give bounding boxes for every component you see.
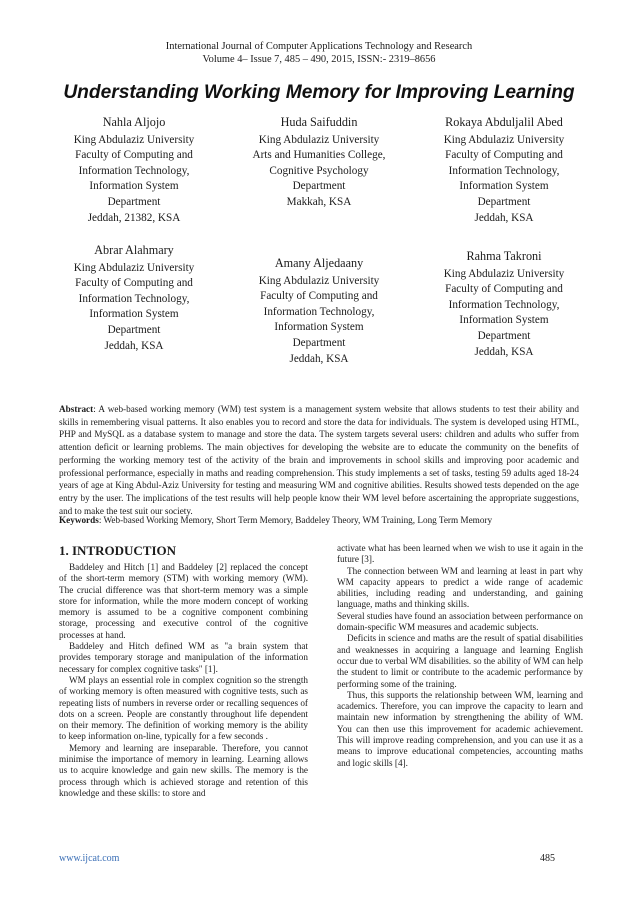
- journal-name: International Journal of Computer Applications Technology and Research: [165, 41, 473, 52]
- author-2: [221, 115, 417, 211]
- author-affiliation: Jeddah, KSA: [474, 345, 534, 358]
- author-affiliation: Department: [477, 329, 531, 342]
- paragraph: Baddeley and Hitch [1] and Baddeley [2] replaced the concept of the short-term memory (STM) with working memory (WM). The crucial difference was that short-term memory was a simple store for information, while the more modern concept of working memory is assumed to be a cognitive component combining storage, processing and executive control of the cognitive processes at hand.: [59, 562, 308, 640]
- section-heading: 1. INTRODUCTION: [59, 543, 177, 558]
- author-affiliation: Information System: [89, 308, 179, 321]
- author-affiliation: Department: [292, 180, 346, 193]
- paragraph: WM plays an essential role in complex cognition so the strength of working memory is often measured with cognitive tests, such as repeating lists of numbers in reverse order or recalling sequences of dots on a screen. People are constantly throughout life dependent on their memory. The definition of working memory is the ability to keep information on-line, typically for a few seconds .: [59, 674, 308, 742]
- author-name: Nahla Aljojo: [102, 115, 166, 129]
- author-affiliation: Faculty of Computing and: [260, 290, 378, 303]
- abstract-label: Abstract: [59, 404, 94, 414]
- author-affiliation: Information System: [89, 180, 179, 193]
- abstract-text: : A web-based working memory (WM) test system is a management system website that allows students to test their ability and skills in remembering visual patterns. It also enables you to record and store the data for individuals. The system is developed using HTML, PHP and MySQL as a database system to manage and store the data. The system targets several users: children and adults who suffer from attention deficit or learning problems. The main objectives for developing the website are to educate the community on the benefits of performing the working memory test of the activity of the brain and improvements in school skills and improving poor academic and professional performance, especially in maths and reading comprehension. This study implements a set of tasks, testing 59 adults aged 18-24 years of age at King Abdul-Aziz University for testing and measuring WM and cognitive abilities. Results showed tests depended on the age entry by the user. The implications of the test results will help people know their WM level before ascertaining the appropriate suggestions, and to make the test suit our society.: [59, 404, 579, 516]
- author-affiliation: Arts and Humanities College,: [252, 149, 386, 162]
- journal-volume: Volume 4– Issue 7, 485 – 490, 2015, ISSN:- 2319–8656: [202, 54, 436, 65]
- paragraph: Deficits in science and maths are the result of spatial disabilities and weaknesses in acquiring a language and learning English occur due to verbal WM disabilities. so the ability of WM can help the student to limit or contribute to the academic performance by performing some of the training.: [337, 633, 583, 689]
- author-5: [221, 256, 417, 367]
- paper-title: Understanding Working Memory for Improving Learning: [63, 82, 575, 103]
- paragraph: Memory and learning are inseparable. Therefore, you cannot minimise the importance of memory in learning. Learning allows us to acquire knowledge and gain new skills. The memory is the process through which is achieved storage and retention of this knowledge and these skills: to store and: [59, 742, 308, 798]
- author-affiliation: Information System: [459, 314, 549, 327]
- paragraph: Several studies have found an association between performance on domain-specific WM measures and academic subjects.: [337, 610, 583, 633]
- author-affiliation: Department: [107, 195, 161, 208]
- author-affiliation: Information Technology,: [263, 305, 375, 318]
- author-affiliation: Department: [107, 323, 161, 336]
- paragraph: Thus, this supports the relationship between WM, learning and academics. Therefore, you can improve the capacity to learn and maintain new information by strengthening the ability of WM. You can then use this improvement for academic achievement. This will improve reading comprehension, and you can use it as a means to improve educational competencies, accounting maths and logic skills [4].: [337, 689, 583, 768]
- keywords-label: Keywords: [59, 515, 99, 525]
- paragraph: activate what has been learned when we wish to use it again in the future [3].: [337, 543, 583, 565]
- author-affiliation: Faculty of Computing and: [445, 149, 563, 162]
- author-affiliation: Jeddah, KSA: [104, 339, 164, 352]
- author-name: Amany Aljedaany: [274, 256, 364, 270]
- abstract: [59, 403, 579, 517]
- author-affiliation: King Abdulaziz University: [73, 133, 195, 146]
- author-affiliation: King Abdulaziz University: [258, 274, 380, 287]
- author-affiliation: Makkah, KSA: [286, 195, 352, 208]
- author-affiliation: Faculty of Computing and: [445, 283, 563, 296]
- author-affiliation: Information System: [274, 321, 364, 334]
- author-4: [36, 243, 232, 354]
- page-number: 485: [540, 853, 555, 864]
- paragraph: The connection between WM and learning at least in part why WM capacity appears to predict a wide range of academic abilities, including reading and understanding, and gaining language, maths and thinking skills.: [337, 565, 583, 610]
- author-affiliation: King Abdulaziz University: [443, 133, 565, 146]
- author-affiliation: Jeddah, KSA: [289, 352, 349, 365]
- keywords: [59, 514, 579, 526]
- author-affiliation: Faculty of Computing and: [75, 149, 193, 162]
- author-affiliation: King Abdulaziz University: [443, 267, 565, 280]
- author-1: [36, 115, 232, 226]
- author-name: Abrar Alahmary: [94, 243, 174, 257]
- paragraph: Baddeley and Hitch defined WM as "a brain system that provides temporary storage and manipulation of the information necessary for complex cognitive tasks" [1].: [59, 641, 308, 674]
- author-3: [406, 115, 602, 226]
- author-affiliation: Jeddah, 21382, KSA: [87, 211, 181, 224]
- right-column: [337, 543, 583, 769]
- author-affiliation: Department: [292, 336, 346, 349]
- author-affiliation: Faculty of Computing and: [75, 277, 193, 290]
- author-name: Rokaya Abduljalil Abed: [445, 115, 563, 129]
- left-column: [59, 543, 308, 799]
- journal-header: [0, 40, 638, 66]
- journal-website-link[interactable]: www.ijcat.com: [59, 853, 120, 864]
- author-affiliation: Information Technology,: [78, 292, 190, 305]
- author-affiliation: Information System: [459, 180, 549, 193]
- keywords-text: : Web-based Working Memory, Short Term Memory, Baddeley Theory, WM Training, Long Term Memory: [98, 515, 493, 525]
- author-affiliation: King Abdulaziz University: [258, 133, 380, 146]
- author-affiliation: Jeddah, KSA: [474, 211, 534, 224]
- author-affiliation: King Abdulaziz University: [73, 261, 195, 274]
- author-affiliation: Cognitive Psychology: [269, 164, 369, 177]
- author-affiliation: Information Technology,: [448, 298, 560, 311]
- author-name: Huda Saifuddin: [280, 115, 358, 129]
- author-affiliation: Information Technology,: [448, 164, 560, 177]
- author-affiliation: Department: [477, 195, 531, 208]
- author-name: Rahma Takroni: [466, 249, 542, 263]
- author-affiliation: Information Technology,: [78, 164, 190, 177]
- author-6: [406, 249, 602, 360]
